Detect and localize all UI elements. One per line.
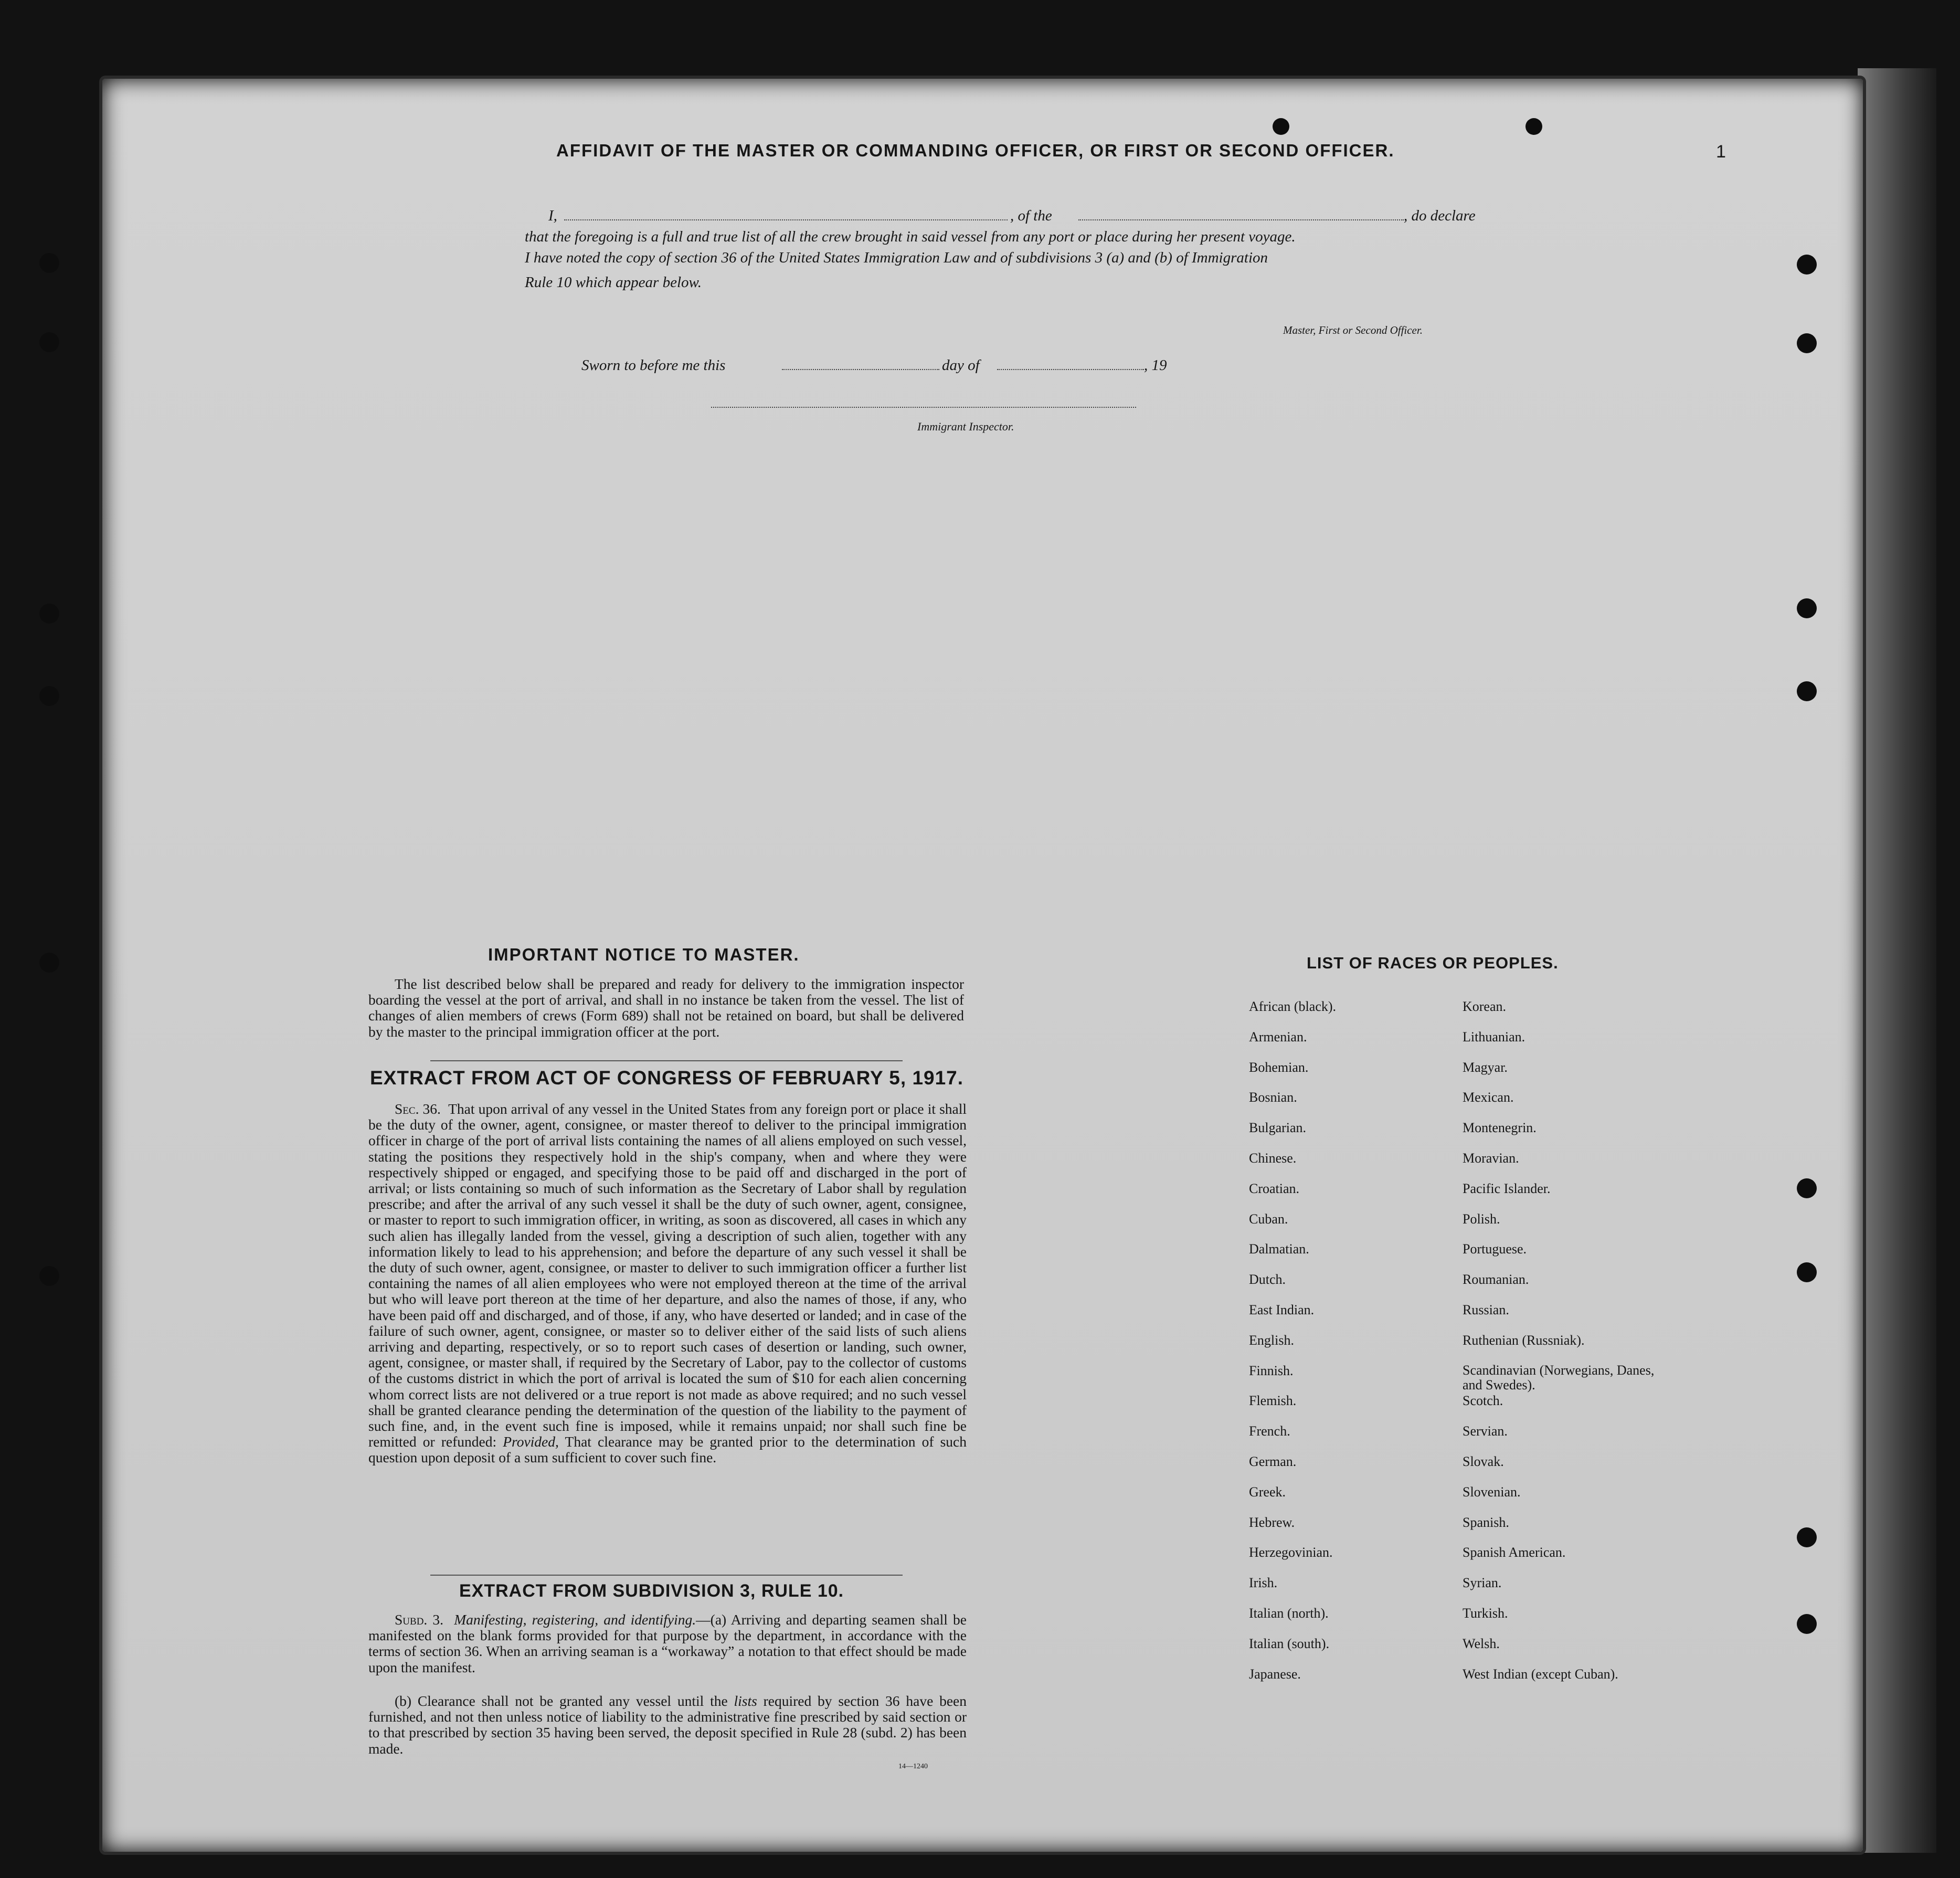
race-item: Magyar. [1463,1059,1508,1075]
race-item: Cuban. [1249,1211,1288,1227]
race-item: Armenian. [1249,1029,1307,1044]
sworn-day-line [782,369,939,370]
punch-hole [39,332,59,352]
master-signature-label: Master, First or Second Officer. [1283,324,1423,336]
punch-hole [1797,1527,1817,1547]
affidavit-of-the-label: , of the [1010,207,1052,224]
race-item: Irish. [1249,1575,1278,1591]
race-item: Welsh. [1463,1636,1500,1651]
race-item: Greek. [1249,1484,1286,1500]
race-item: Servian. [1463,1423,1508,1439]
lists-word: lists [734,1693,757,1709]
extract-act-title: EXTRACT FROM ACT OF CONGRESS OF FEBRUARY 5, 1917. [370,1067,964,1089]
punch-hole [1797,333,1817,353]
extract-act-text [368,1101,967,1466]
race-item: Korean. [1463,999,1507,1014]
race-item: West Indian (except Cuban). [1463,1666,1618,1682]
punch-hole [1797,1262,1817,1282]
section-divider [430,1575,903,1576]
race-item: Italian (north). [1249,1605,1329,1621]
sec-36-body: That upon arrival of any vessel in the United States from any foreign port or place it shall be the duty of the owner, agent, consignee, or master thereof to deliver to the principal immigration officer in charge of the port of arrival lists containing the names of all aliens employed on such vessel, stating the positions they respectively hold in the ship's company, when and where they were respectively shipped or engaged, and specifying those to be paid off and discharged in the port of arrival; or lists containing so much of such information as the Secretary of Labor shall by regulation prescribe; and after the arrival of any such vessel it shall be the duty of such owner, agent, consignee, or master to report to such immigration officer, in writing, as soon as discovered, all cases in which any such alien has illegally landed from the vessel, giving a description of such alien, together with any information likely to lead to his apprehension; and before the departure of any such vessel it shall be the duty of such owner, agent, consignee, or master to deliver to such immigration officer a further list containing the names of all alien employees who were not employed thereon at the time of the arrival but who will leave port thereon at the time of her departure, and also the names of those, if any, who have been paid off and discharged, and of those, if any, who have deserted or landed; and in case of the failure of such owner, agent, consignee, or master so to deliver either of the said lists of such aliens arriving and departing, respectively, or so to report such cases of desertion or landing, such owner, agent, consignee, or master shall, if required by the Secretary of Labor, pay to the collector of customs of the customs district in which the port of arrival is located the sum of $10 for each alien concerning whom correct lists are not delivered or a true report is not made as above required; and no such vessel shall be granted clearance pending the determination of the question of the liability to the payment of such fine, and, in the event such fine is imposed, while it remains unpaid; nor shall such fine be remitted or refunded: [368,1101,967,1450]
provided-label: Provided, [503,1433,559,1450]
race-item: Slovenian. [1463,1484,1521,1500]
race-item: Pacific Islander. [1463,1180,1551,1196]
subd-heading: Manifesting, registering, and identifying. [454,1611,696,1628]
notice-title: IMPORTANT NOTICE TO MASTER. [488,945,800,964]
affidavit-title: AFFIDAVIT OF THE MASTER OR COMMANDING OFFICER, OR FIRST OR SECOND OFFICER. [556,141,1395,160]
vessel-line [1078,219,1404,220]
race-item: Polish. [1463,1211,1500,1227]
race-item: Italian (south). [1249,1636,1330,1651]
sec-36-end: That clearance may be granted prior to the determination of such question upon deposit of a sum sufficient to cover such fine. [368,1433,967,1466]
race-item: Finnish. [1249,1363,1294,1378]
sworn-month-line [997,369,1144,370]
race-item: East Indian. [1249,1302,1315,1317]
rule-para-b [368,1693,967,1757]
punch-hole [39,686,59,706]
inspector-signature-line [711,407,1136,408]
race-item: Spanish American. [1463,1545,1566,1560]
race-item: Portuguese. [1463,1241,1527,1257]
punch-hole [39,253,59,273]
race-item: German. [1249,1453,1297,1469]
race-item: Moravian. [1463,1150,1519,1166]
sworn-label: Sworn to before me this [581,357,726,374]
race-item: Herzegovinian. [1249,1545,1333,1560]
punch-hole [1797,255,1817,275]
affidavit-line-3: I have noted the copy of section 36 of the United States Immigration Law and of subdivisions 3 (a) and (b) of Immigration [525,249,1268,266]
race-item: Flemish. [1249,1393,1297,1409]
punch-hole [39,953,59,973]
name-line [564,219,1008,220]
form-code: 14—1240 [898,1763,928,1770]
race-item: Slovak. [1463,1453,1504,1469]
race-item: Scotch. [1463,1393,1503,1409]
inspector-label: Immigrant Inspector. [917,420,1014,433]
race-item: Chinese. [1249,1150,1297,1166]
affidavit-line-4: Rule 10 which appear below. [525,274,702,291]
punch-hole [1797,1178,1817,1198]
affidavit-line-2: that the foregoing is a full and true list of all the crew brought in said vessel from any port or place during her present voyage. [525,228,1296,245]
section-divider [430,1060,903,1061]
day-of-label: day of [942,357,980,374]
race-item: Croatian. [1249,1180,1300,1196]
races-left-column [1249,999,1448,1696]
race-item: English. [1249,1332,1294,1348]
race-item: Roumanian. [1463,1272,1529,1288]
race-item: Dalmatian. [1249,1241,1309,1257]
subd-para-a: —(a) Arriving and departing seamen shall be manifested on the blank forms provided for that purpose by the department, in accordance with the terms of section 36. When an arriving seaman is a “workaway” a notation to that effect should be made upon the manifest. [368,1611,967,1675]
race-item: Bulgarian. [1249,1120,1307,1136]
race-item: Montenegrin. [1463,1120,1537,1136]
race-item: Syrian. [1463,1575,1502,1591]
punch-hole [39,604,59,624]
race-item: Japanese. [1249,1666,1301,1682]
sec-label: Sec. 36. [395,1101,441,1117]
para-b-end: required by section 36 have been furnished, and not then unless notice of liability to the administrative fine prescribed by said section or to that prescribed by section 35 having been served, the deposit specified in Rule 28 (subd. 2) has been made. [368,1693,967,1757]
race-item: Scandinavian (Norwegians, Danes, and Swedes). [1463,1362,1655,1392]
page-number: 1 [1716,142,1726,162]
notice-text: The list described below shall be prepared and ready for delivery to the immigration inspector boarding the vessel at the port of arrival, and shall in no instance be taken from the vessel. The list of changes of alien members of crews (Form 689) shall not be retained on board, but shall be delivered by the master to the principal immigration officer at the port. [368,976,964,1040]
extract-rule-title: EXTRACT FROM SUBDIVISION 3, RULE 10. [459,1581,844,1601]
races-title: LIST OF RACES OR PEOPLES. [1307,954,1559,972]
race-item: Russian. [1463,1302,1509,1317]
punch-hole [1525,118,1542,135]
race-item: Lithuanian. [1463,1029,1525,1044]
race-item: Mexican. [1463,1090,1514,1105]
race-item: French. [1249,1423,1290,1439]
races-right-column [1463,999,1672,1696]
race-item: Bosnian. [1249,1090,1297,1105]
race-item: Bohemian. [1249,1059,1309,1075]
punch-hole [1797,681,1817,701]
race-item: Dutch. [1249,1272,1286,1288]
race-item: Spanish. [1463,1514,1509,1530]
rule-para-a [368,1612,967,1675]
race-item: African (black). [1249,999,1337,1014]
race-item: Ruthenian (Russniak). [1463,1332,1585,1348]
punch-hole [1797,598,1817,618]
subd-label: Subd. 3. [395,1611,444,1628]
race-item: Turkish. [1463,1605,1508,1621]
page-stack-edge [1858,68,1936,1853]
para-b-start: (b) Clearance shall not be granted any vessel until the [395,1693,728,1709]
punch-hole [39,1266,59,1286]
affidavit-i-label: I, [548,207,557,224]
race-item: Hebrew. [1249,1514,1295,1530]
affidavit-do-declare-label: , do declare [1404,207,1476,224]
year-label: , 19 [1144,357,1167,374]
punch-hole [1797,1614,1817,1634]
punch-hole [1273,118,1289,135]
